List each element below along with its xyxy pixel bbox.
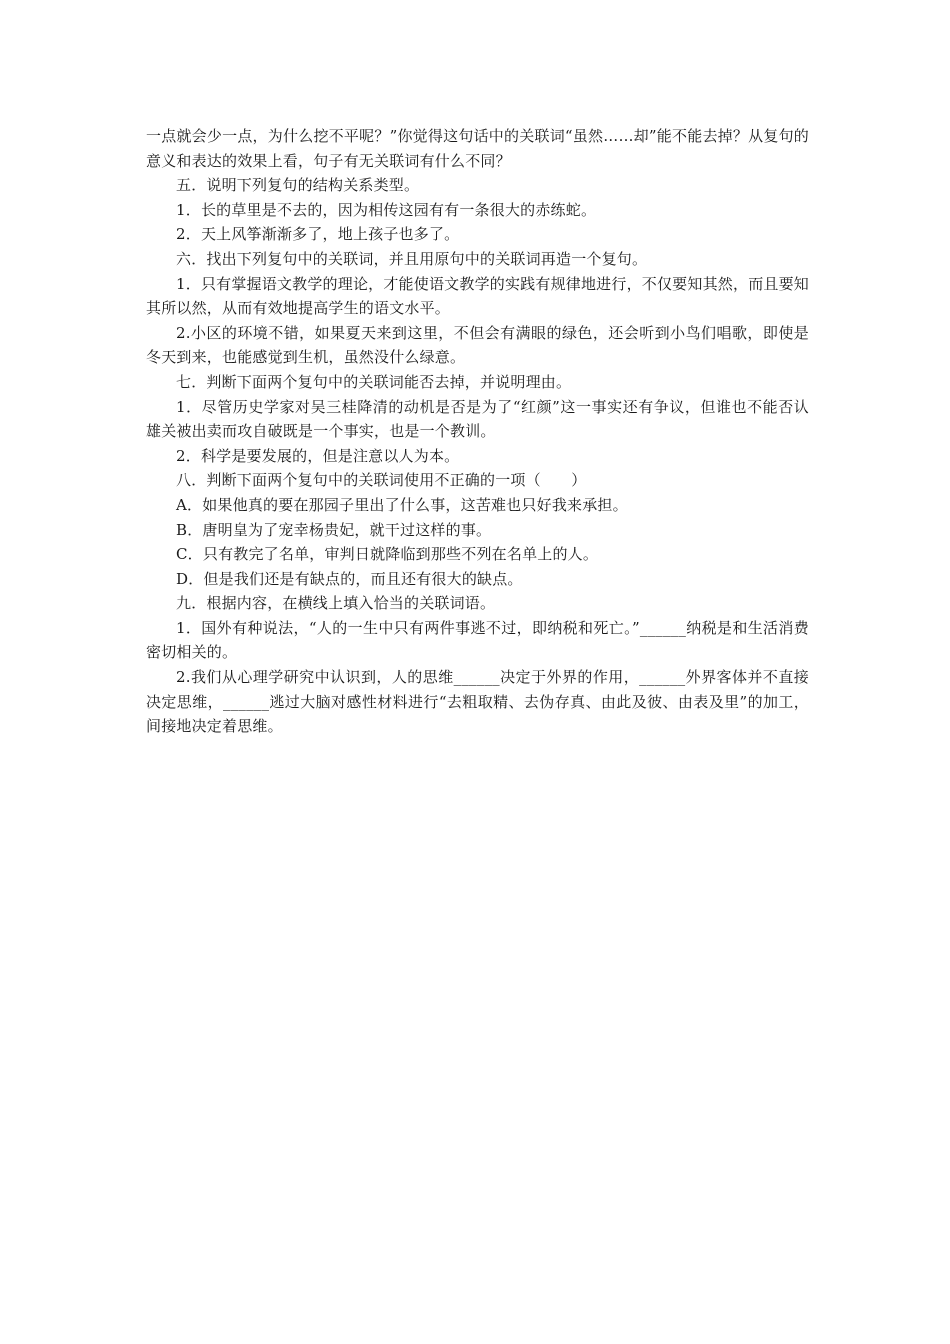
section-eight-option-c: C．只有教完了名单，审判日就降临到那些不列在名单上的人。 (176, 545, 599, 564)
section-six-heading: 六．找出下列复句中的关联词，并且用原句中的关联词再造一个复句。 (176, 249, 648, 268)
section-five-item-2: 2．天上风筝渐渐多了，地上孩子也多了。 (176, 225, 460, 244)
section-eight-heading: 八．判断下面两个复句中的关联词使用不正确的一项（ ） (176, 471, 587, 490)
section-nine-item-2: 2.我们从心理学研究中认识到，人的思维______决定于外界的作用，______外界客体并不直接决定思维，______逃过大脑对感性材料进行“去粗取精、去伪存真、由此及彼、由表及里”的加工，间接地决定着思维。 (146, 668, 809, 736)
section-six-item-2: 2.小区的环境不错，如果夏天来到这里，不但会有满眼的绿色，还会听到小鸟们唱歌，即使是冬天到来，也能感觉到生机，虽然没什么绿意。 (146, 323, 809, 367)
section-five-heading: 五．说明下列复句的结构关系类型。 (176, 176, 420, 195)
section-nine-item-1: 1．国外有种说法，“人的一生中只有两件事逃不过，即纳税和死亡。”______纳税是和生活消费密切相关的。 (146, 618, 809, 662)
section-six-item-1: 1．只有掌握语文教学的理论，才能使语文教学的实践有规律地进行，不仅要知其然，而且要知其所以然，从而有效地提高学生的语文水平。 (146, 274, 809, 318)
section-eight-option-d: D．但是我们还是有缺点的，而且还有很大的缺点。 (176, 569, 523, 588)
paragraph-continuation: 一点就会少一点，为什么挖不平呢？”你觉得这句话中的关联词“虽然……却”能不能去掉？从复句的意义和表达的效果上看，句子有无关联词有什么不同？ (146, 127, 809, 170)
section-seven-item-1: 1．尽管历史学家对吴三桂降清的动机是否是为了“红颜”这一事实还有争议，但谁也不能否认雄关被出卖而攻自破既是一个事实，也是一个教训。 (146, 397, 809, 441)
section-eight-option-a: A．如果他真的要在那园子里出了什么事，这苦难也只好我来承担。 (176, 495, 628, 514)
section-seven-item-2: 2．科学是要发展的，但是注意以人为本。 (176, 446, 460, 465)
section-seven-heading: 七．判断下面两个复句中的关联词能否去掉，并说明理由。 (176, 372, 572, 391)
section-five-item-1: 1．长的草里是不去的，因为相传这园有有一条很大的赤练蛇。 (176, 200, 597, 219)
section-nine-heading: 九．根据内容，在横线上填入恰当的关联词语。 (176, 594, 496, 613)
document-page (146, 124, 809, 739)
section-eight-option-b: B．唐明皇为了宠幸杨贵妃，就干过这样的事。 (176, 520, 492, 539)
